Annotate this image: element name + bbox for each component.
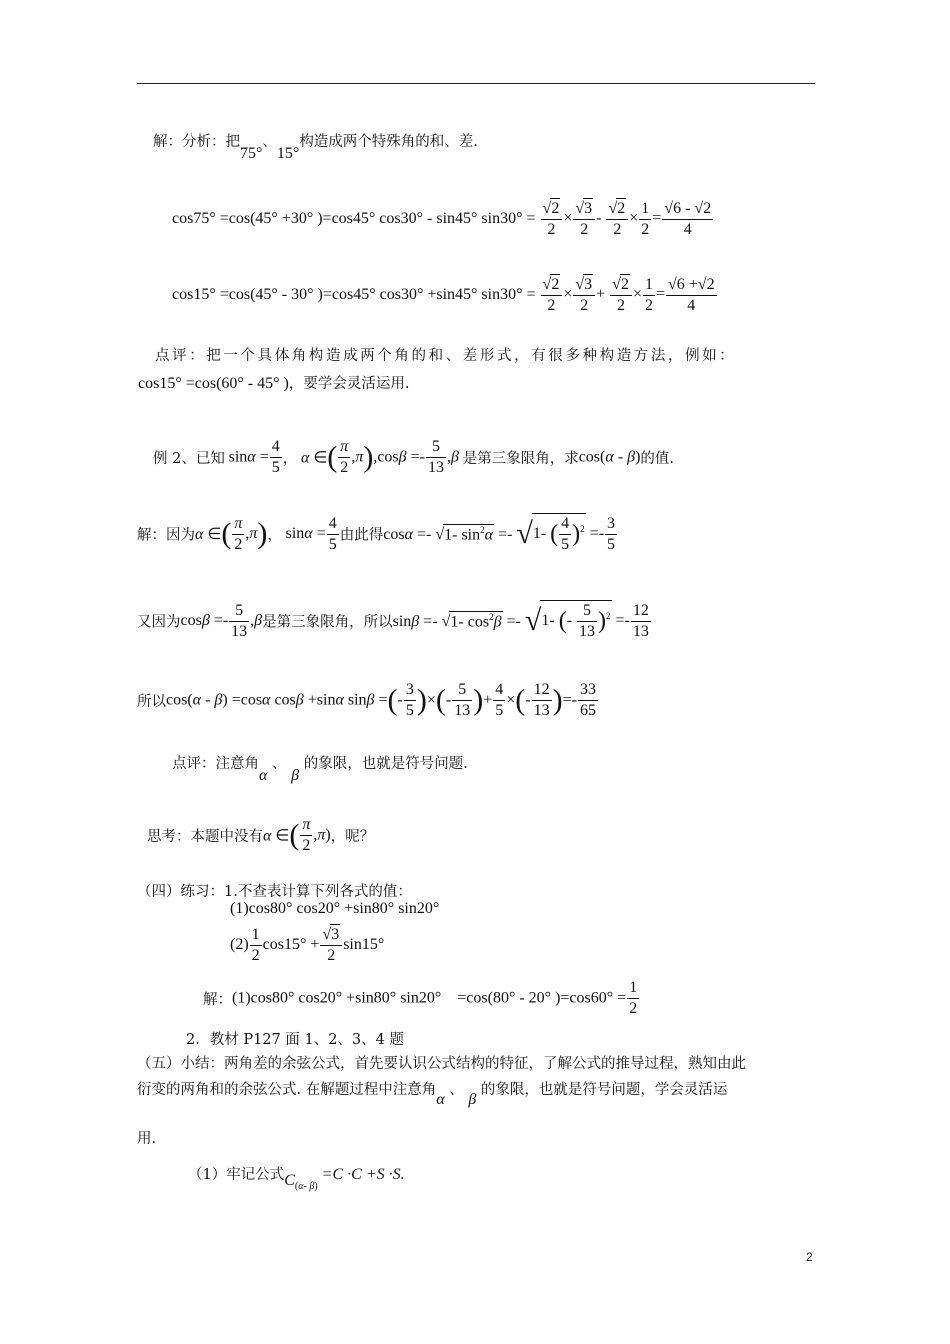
exercise-item-2: (2) $\frac{1}{2}$ cos15° + $\frac{√3}{2}$ sin15° bbox=[230, 925, 385, 964]
exercise-solution-math: (1)cos80° cos20° +sin80° sin20° =cos(80° - 20° )=cos60° = bbox=[232, 989, 627, 1007]
comment-1-line-1: 点评：把一个具体角构造成两个角的和、差形式，有很多种构造方法，例如： bbox=[155, 348, 737, 364]
line2-label: 又因为 bbox=[137, 614, 181, 631]
summary-line-2b: 、 bbox=[449, 1082, 464, 1098]
equation-cos75-result-num: √6 - √2 bbox=[662, 199, 713, 220]
comment-1-math: cos15° =cos(60° - 45° ) bbox=[138, 375, 289, 392]
header-rule bbox=[137, 83, 815, 84]
example-2: 例 2、已知 sinα = $\frac{4}{5}$ ， α ∈( $\frac{\pi}{2}$ ,π),cosβ =- $\frac{5}{13}$ ,β 是第三象限角，求cos(α - β)的值. bbox=[153, 438, 674, 476]
exercise-heading: （四）练习：1.不查表计算下列各式的值： bbox=[137, 884, 412, 900]
solution-line-1: 解：因为α ∈( $\frac{\pi}{2}$ ,π)， sinα = $\frac{4}{5}$ 由此得cosα =- √1- $\sin^2\alpha =- √1-$ ( $\frac{4}{5}$ )$^2$ =- $\frac{3}{5}$ bbox=[137, 514, 616, 553]
textbook-line: 2．教材 P127 面 1、2、3、4 题 bbox=[186, 1032, 404, 1048]
solution-line-3: 所以cos(α - β) =cosα cosβ +sinα sinβ =(- $\frac{3}{5}$ )×(- $\frac{5}{13}$ )+ $\frac{4}{5}$ ×(- $\frac{12}{13}$ )=- $\frac{33}{65}$ bbox=[137, 681, 596, 719]
solution-line-2: 又因为cosβ =- $\frac{5}{13}$ ,β是第三象限角，所以sinβ =- √1- $\cos^2\beta =- √1-$ (- $\frac{5}{13}$ )$^2$ =- $\frac{12}{13}$ bbox=[137, 601, 649, 640]
memorize-line: （1）牢记公式$C_{(\alpha- \beta)} =C \cdot C +S \cdot S$. bbox=[188, 1166, 405, 1193]
exercise-item-1-prefix: (1) bbox=[230, 900, 249, 917]
memorize-math: =C ·C +S ·S. bbox=[321, 1166, 405, 1183]
angle-15: 15° bbox=[276, 145, 300, 162]
summary-line-1: （五）小结：两角差的余弦公式，首先要认识公式结构的特征，了解公式的推导过程，熟知由此 bbox=[137, 1056, 746, 1072]
analysis-tail: 构造成两个特殊角的和、差. bbox=[299, 134, 478, 150]
exercise-solution: 解：(1)cos80° cos20° +sin80° sin20° =cos(80° - 20° )=cos60° = $\frac{1}{2}$ bbox=[203, 979, 638, 1017]
summary-line-2: 衍变的两角和的余弦公式. 在解题过程中注意角α 、 β 的象限，也就是符号问题，学会灵活运 bbox=[137, 1082, 728, 1108]
separator: 、 bbox=[262, 134, 277, 150]
example-2-label: 例 2、已知 bbox=[153, 451, 225, 467]
line2-mid: 是第三象限角，所以 bbox=[262, 614, 393, 631]
summary-line-2a: 衍变的两角和的余弦公式. 在解题过程中注意角 bbox=[137, 1082, 437, 1098]
think-line: 思考：本题中没有α ∈( $\frac{\pi}{2}$ ,π)，呢？ bbox=[147, 816, 375, 854]
equation-cos75-result-den: 4 bbox=[683, 220, 692, 238]
comment-1-tail: ，要学会灵活运用. bbox=[288, 376, 410, 392]
line3-label: 所以 bbox=[137, 694, 166, 710]
comment-2-tail: 的象限，也就是符号问题. bbox=[303, 756, 468, 772]
think-tail: ，呢？ bbox=[330, 829, 375, 845]
comment-2: 点评：注意角α 、 β 的象限，也就是符号问题. bbox=[172, 756, 468, 784]
comma: ， bbox=[282, 451, 298, 467]
exercise-item-2-prefix: (2) bbox=[230, 936, 249, 953]
comment-1-line-2 bbox=[138, 372, 409, 393]
solution-mid: 由此得 bbox=[339, 527, 384, 544]
exercise-item-1 bbox=[230, 900, 439, 918]
think-label: 思考：本题中没有 bbox=[147, 829, 263, 845]
comment-2-sep: 、 bbox=[272, 756, 287, 772]
equation-cos75-lhs: cos75° =cos(45° +30° )=cos45° cos30° - sin45° sin30° = bbox=[172, 210, 536, 227]
equation-cos15-result-num: √6 +√2 bbox=[666, 275, 717, 296]
page-number: 2 bbox=[806, 1250, 813, 1264]
example-2-tail: 的值. bbox=[640, 451, 674, 467]
memorize-label: （1）牢记公式 bbox=[188, 1167, 285, 1183]
angle-75: 75° bbox=[240, 145, 263, 162]
comment-2-label: 点评：注意角 bbox=[172, 756, 259, 772]
exercise-solution-label: 解： bbox=[203, 992, 232, 1008]
equation-cos15: cos15° =cos(45° - 30° )=cos45° cos30° +sin45° sin30° = $\frac{√2}{2}$ × $\frac{√3}{2}$ + $\frac{√2}{2}$ × $\frac{1}{2}$ = $\frac{√6 +√2}{4}$ bbox=[172, 275, 715, 314]
equation-cos75: cos75° =cos(45° +30° )=cos45° cos30° - sin45° sin30° = $\frac{√2}{2}$ × $\frac{√3}{2}$ - $\frac{√2}{2}$ × $\frac{1}{2}$ = $\frac{√6 - √2}{4}$ bbox=[172, 199, 712, 238]
analysis-label: 解：分析：把 bbox=[153, 134, 240, 150]
exercise-item-1-math: cos80° cos20° +sin80° sin20° bbox=[248, 900, 440, 917]
equation-cos15-lhs: cos15° =cos(45° - 30° )=cos45° cos30° +sin45° sin30° = bbox=[172, 286, 536, 303]
example-2-quadrant: 是第三象限角，求 bbox=[462, 451, 579, 467]
summary-line-2c: 的象限，也就是符号问题，学会灵活运 bbox=[480, 1082, 728, 1098]
solution-label: 解：因为 bbox=[137, 527, 195, 544]
equation-cos15-result-den: 4 bbox=[687, 296, 696, 314]
summary-line-3: 用. bbox=[137, 1131, 157, 1147]
analysis-line bbox=[153, 130, 478, 162]
